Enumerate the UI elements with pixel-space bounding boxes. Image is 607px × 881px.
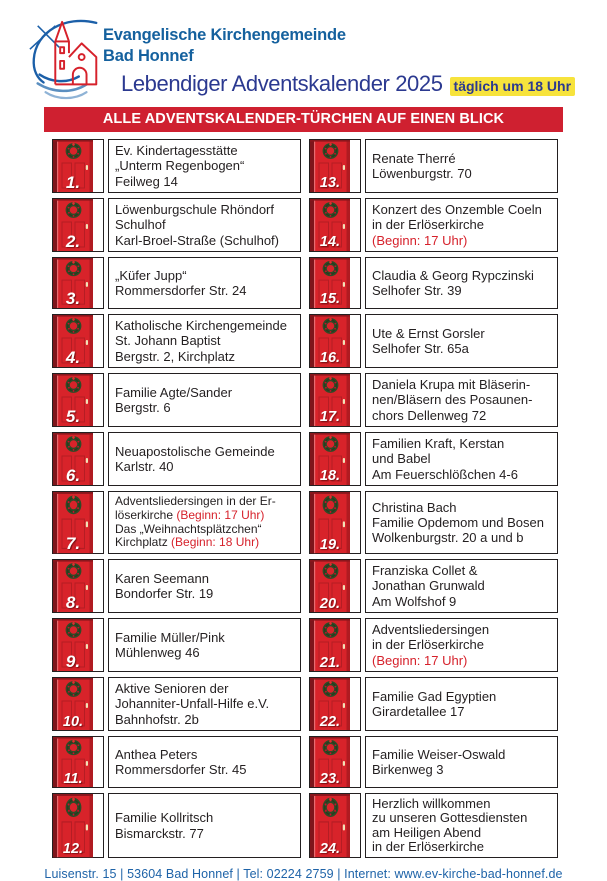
entry-line: Familie Agte/Sander xyxy=(115,384,233,400)
door-handle-icon xyxy=(86,165,88,170)
entry-line: Konzert des Onzemble Coeln xyxy=(372,201,542,217)
entry-line: Karen Seemann xyxy=(115,570,209,586)
calendar-entry xyxy=(309,618,558,672)
entry-line: löserkirche (Beginn: 17 Uhr) xyxy=(115,507,265,522)
door-handle-icon xyxy=(343,761,345,766)
org-name: Evangelische Kirchengemeinde xyxy=(103,26,346,44)
door-handle-icon xyxy=(343,521,345,527)
calendar-entry xyxy=(309,677,558,731)
calendar-entry xyxy=(309,314,558,368)
entry-line: Wolkenburgstr. 20 a und b xyxy=(372,530,524,546)
door-handle-icon xyxy=(86,761,88,766)
entry-line: Selhofer Str. 39 xyxy=(372,282,462,298)
calendar-entry xyxy=(309,559,558,613)
entry-line: Das „Weihnachtsplätzchen“ xyxy=(115,521,262,536)
door-handle-icon xyxy=(343,458,345,463)
door-cell xyxy=(309,314,361,368)
door-handle-icon xyxy=(86,644,88,649)
entry-text xyxy=(365,793,558,858)
calendar-entry xyxy=(309,198,558,252)
door-handle-icon xyxy=(343,585,345,590)
org-city: Bad Honnef xyxy=(103,47,194,66)
entry-text xyxy=(108,139,301,193)
door-cell xyxy=(309,491,361,554)
entry-text xyxy=(108,793,301,858)
door-cell xyxy=(52,257,104,309)
door-handle-icon xyxy=(86,458,88,463)
entry-line: Katholische Kirchengemeinde xyxy=(115,317,287,333)
door-cell xyxy=(52,736,104,788)
calendar-entry xyxy=(52,257,301,309)
door-handle-icon xyxy=(86,282,88,287)
door-cell xyxy=(52,491,104,554)
entry-line: Rommersdorfer Str. 45 xyxy=(115,762,247,778)
entry-line: Girardetallee 17 xyxy=(372,704,465,720)
entry-line: (Beginn: 17 Uhr) xyxy=(372,652,468,668)
time-highlight-badge: täglich um 18 Uhr xyxy=(450,77,575,96)
door-handle-icon xyxy=(343,399,345,404)
door-cell xyxy=(52,314,104,368)
entry-line: Familie Müller/Pink xyxy=(115,629,225,645)
door-number: 4. xyxy=(65,347,81,367)
calendar-entry xyxy=(52,736,301,788)
door-handle-icon xyxy=(86,224,88,229)
entry-line: Familie Kollritsch xyxy=(115,810,214,826)
door-handle-icon xyxy=(86,521,88,527)
calendar-entry xyxy=(309,257,558,309)
entry-line: Jonathan Grunwald xyxy=(372,578,485,594)
door-cell xyxy=(309,793,361,858)
calendar-entry xyxy=(52,559,301,613)
door-number: 14. xyxy=(319,234,341,251)
entry-text xyxy=(108,559,301,613)
door-number: 8. xyxy=(65,593,81,613)
entry-text xyxy=(365,491,558,554)
door-cell xyxy=(52,559,104,613)
entry-line: Anthea Peters xyxy=(115,746,198,762)
door-cell xyxy=(309,139,361,193)
entry-text xyxy=(108,618,301,672)
entry-line: Adventsliedersingen in der Er- xyxy=(115,493,276,508)
door-handle-icon xyxy=(343,644,345,649)
door-cell xyxy=(52,677,104,731)
calendar-entry xyxy=(52,198,301,252)
door-number: 11. xyxy=(63,770,83,787)
footer-contact: Luisenstr. 15 | 53604 Bad Honnef | Tel: 02224 2759 | Internet: www.ev-kirche-bad-honnef.de xyxy=(44,867,563,881)
door-number: 23. xyxy=(319,770,341,787)
door-number: 5. xyxy=(65,406,81,426)
entry-line: Familien Kraft, Kerstan xyxy=(372,435,505,451)
entry-line: Löwenburgstr. 70 xyxy=(372,165,472,181)
calendar-entry xyxy=(52,793,301,858)
entry-line: Rommersdorfer Str. 24 xyxy=(115,282,247,298)
entry-line: Bergstr. 6 xyxy=(115,399,171,415)
door-cell xyxy=(309,559,361,613)
calendar-entry xyxy=(309,373,558,427)
calendar-entry xyxy=(52,139,301,193)
calendar-entry xyxy=(309,432,558,486)
calendar-entry xyxy=(52,314,301,368)
entry-line: Claudia & Georg Rypczinski xyxy=(372,267,534,283)
entry-text xyxy=(108,198,301,252)
header xyxy=(0,0,607,104)
entry-line: Familie Opdemom und Bosen xyxy=(372,514,544,530)
door-cell xyxy=(52,139,104,193)
door-handle-icon xyxy=(343,703,345,708)
door-handle-icon xyxy=(343,165,345,170)
entry-line: St. Johann Baptist xyxy=(115,333,221,349)
calendar-entry xyxy=(309,491,558,554)
entry-text xyxy=(108,373,301,427)
door-number: 20. xyxy=(319,595,341,612)
door-number: 3. xyxy=(65,288,81,308)
calendar-grid xyxy=(52,139,558,858)
entry-line: (Beginn: 17 Uhr) xyxy=(372,232,468,248)
entry-line: in der Erlöserkirche xyxy=(372,217,484,233)
entry-line: Mühlenweg 46 xyxy=(115,645,200,661)
entry-line: Aktive Senioren der xyxy=(115,681,229,697)
door-cell xyxy=(309,432,361,486)
page-title: Lebendiger Adventskalender 2025 xyxy=(121,71,443,96)
entry-line: Am Feuerschlößchen 4-6 xyxy=(372,466,518,482)
door-handle-icon xyxy=(86,703,88,708)
entry-text xyxy=(108,491,301,554)
door-cell xyxy=(52,793,104,858)
entry-text xyxy=(365,198,558,252)
door-handle-icon xyxy=(343,282,345,287)
door-cell xyxy=(309,373,361,427)
calendar-entry xyxy=(309,139,558,193)
entry-text xyxy=(108,432,301,486)
door-number: 10. xyxy=(62,713,84,730)
calendar-entry xyxy=(52,677,301,731)
entry-text xyxy=(365,736,558,788)
entry-line: Bondorfer Str. 19 xyxy=(115,586,214,602)
banner-title: ALLE ADVENTSKALENDER-TÜRCHEN AUF EINEN BLICK xyxy=(44,107,563,132)
door-number: 13. xyxy=(319,175,341,192)
door-number: 17. xyxy=(319,409,341,426)
entry-line: Familie Gad Egyptien xyxy=(372,688,497,704)
door-handle-icon xyxy=(343,340,345,345)
entry-line: und Babel xyxy=(372,451,431,467)
entry-text xyxy=(365,373,558,427)
door-cell xyxy=(52,618,104,672)
entry-text xyxy=(108,257,301,309)
entry-line: „Unterm Regenbogen“ xyxy=(115,158,245,174)
calendar-entry xyxy=(52,491,301,554)
entry-text xyxy=(365,432,558,486)
entry-line: Schulhof xyxy=(115,217,166,233)
entry-text xyxy=(108,736,301,788)
entry-line: am Heiligen Abend xyxy=(372,824,482,840)
entry-line: „Küfer Jupp“ xyxy=(115,267,187,283)
entry-text xyxy=(365,618,558,672)
entry-line: Familie Weiser-Oswald xyxy=(372,746,506,762)
door-cell xyxy=(309,618,361,672)
door-number: 7. xyxy=(65,534,81,554)
entry-line: nen/Bläsern des Posaunen- xyxy=(372,392,533,408)
door-number: 19. xyxy=(319,536,341,553)
door-number: 9. xyxy=(65,652,81,672)
entry-line: Neuapostolische Gemeinde xyxy=(115,443,275,459)
calendar-entry xyxy=(309,793,558,858)
door-cell xyxy=(52,373,104,427)
entry-line: Karlstr. 40 xyxy=(115,458,174,474)
door-number: 22. xyxy=(319,713,341,730)
door-number: 1. xyxy=(65,172,81,192)
door-handle-icon xyxy=(86,399,88,404)
door-number: 15. xyxy=(319,291,341,308)
entry-line: Christina Bach xyxy=(372,499,457,515)
door-number: 16. xyxy=(319,350,341,367)
entry-line: Bahnhofstr. 2b xyxy=(115,711,199,727)
entry-line: zu unseren Gottesdiensten xyxy=(372,810,528,826)
door-handle-icon xyxy=(86,824,88,830)
entry-text xyxy=(108,314,301,368)
door-cell xyxy=(52,198,104,252)
entry-text xyxy=(365,139,558,193)
entry-line: Franziska Collet & xyxy=(372,563,478,579)
entry-text xyxy=(365,257,558,309)
calendar-entry xyxy=(309,736,558,788)
entry-line: Herzlich willkommen xyxy=(372,796,491,812)
door-handle-icon xyxy=(343,224,345,229)
door-cell xyxy=(52,432,104,486)
entry-line: Daniela Krupa mit Bläserin- xyxy=(372,376,531,392)
entry-text xyxy=(365,559,558,613)
entry-text xyxy=(365,314,558,368)
entry-line: Adventsliedersingen xyxy=(372,622,490,638)
door-number: 18. xyxy=(319,468,341,485)
door-cell xyxy=(309,677,361,731)
door-number: 12. xyxy=(62,840,84,857)
entry-line: Selhofer Str. 65a xyxy=(372,340,469,356)
entry-text xyxy=(365,677,558,731)
calendar-entry xyxy=(52,618,301,672)
door-number: 24. xyxy=(319,840,341,857)
entry-line: Löwenburgschule Rhöndorf xyxy=(115,201,274,217)
entry-line: in der Erlöserkirche xyxy=(372,637,484,653)
door-cell xyxy=(309,257,361,309)
door-handle-icon xyxy=(86,340,88,345)
entry-line: Bismarckstr. 77 xyxy=(115,825,204,841)
entry-line: chors Dellenweg 72 xyxy=(372,407,487,423)
calendar-entry xyxy=(52,373,301,427)
entry-line: Am Wolfshof 9 xyxy=(372,593,457,609)
entry-line: Ev. Kindertagesstätte xyxy=(115,143,238,158)
entry-line: Bergstr. 2, Kirchplatz xyxy=(115,348,235,364)
door-number: 6. xyxy=(65,465,81,485)
church-logo-icon xyxy=(26,14,108,104)
entry-line: Feilweg 14 xyxy=(115,173,178,189)
door-handle-icon xyxy=(343,824,345,830)
entry-line: Birkenweg 3 xyxy=(372,762,444,778)
entry-line: Renate Therré xyxy=(372,150,456,166)
door-number: 21. xyxy=(319,654,341,671)
entry-line: Johanniter-Unfall-Hilfe e.V. xyxy=(115,696,270,712)
calendar-entry xyxy=(52,432,301,486)
entry-line: Ute & Ernst Gorsler xyxy=(372,325,485,341)
door-cell xyxy=(309,198,361,252)
door-handle-icon xyxy=(86,585,88,590)
entry-line: Kirchplatz (Beginn: 18 Uhr) xyxy=(115,535,260,550)
entry-text xyxy=(108,677,301,731)
door-cell xyxy=(309,736,361,788)
entry-line: in der Erlöserkirche xyxy=(372,838,484,854)
door-number: 2. xyxy=(65,231,81,251)
entry-line: Karl-Broel-Straße (Schulhof) xyxy=(115,232,279,248)
